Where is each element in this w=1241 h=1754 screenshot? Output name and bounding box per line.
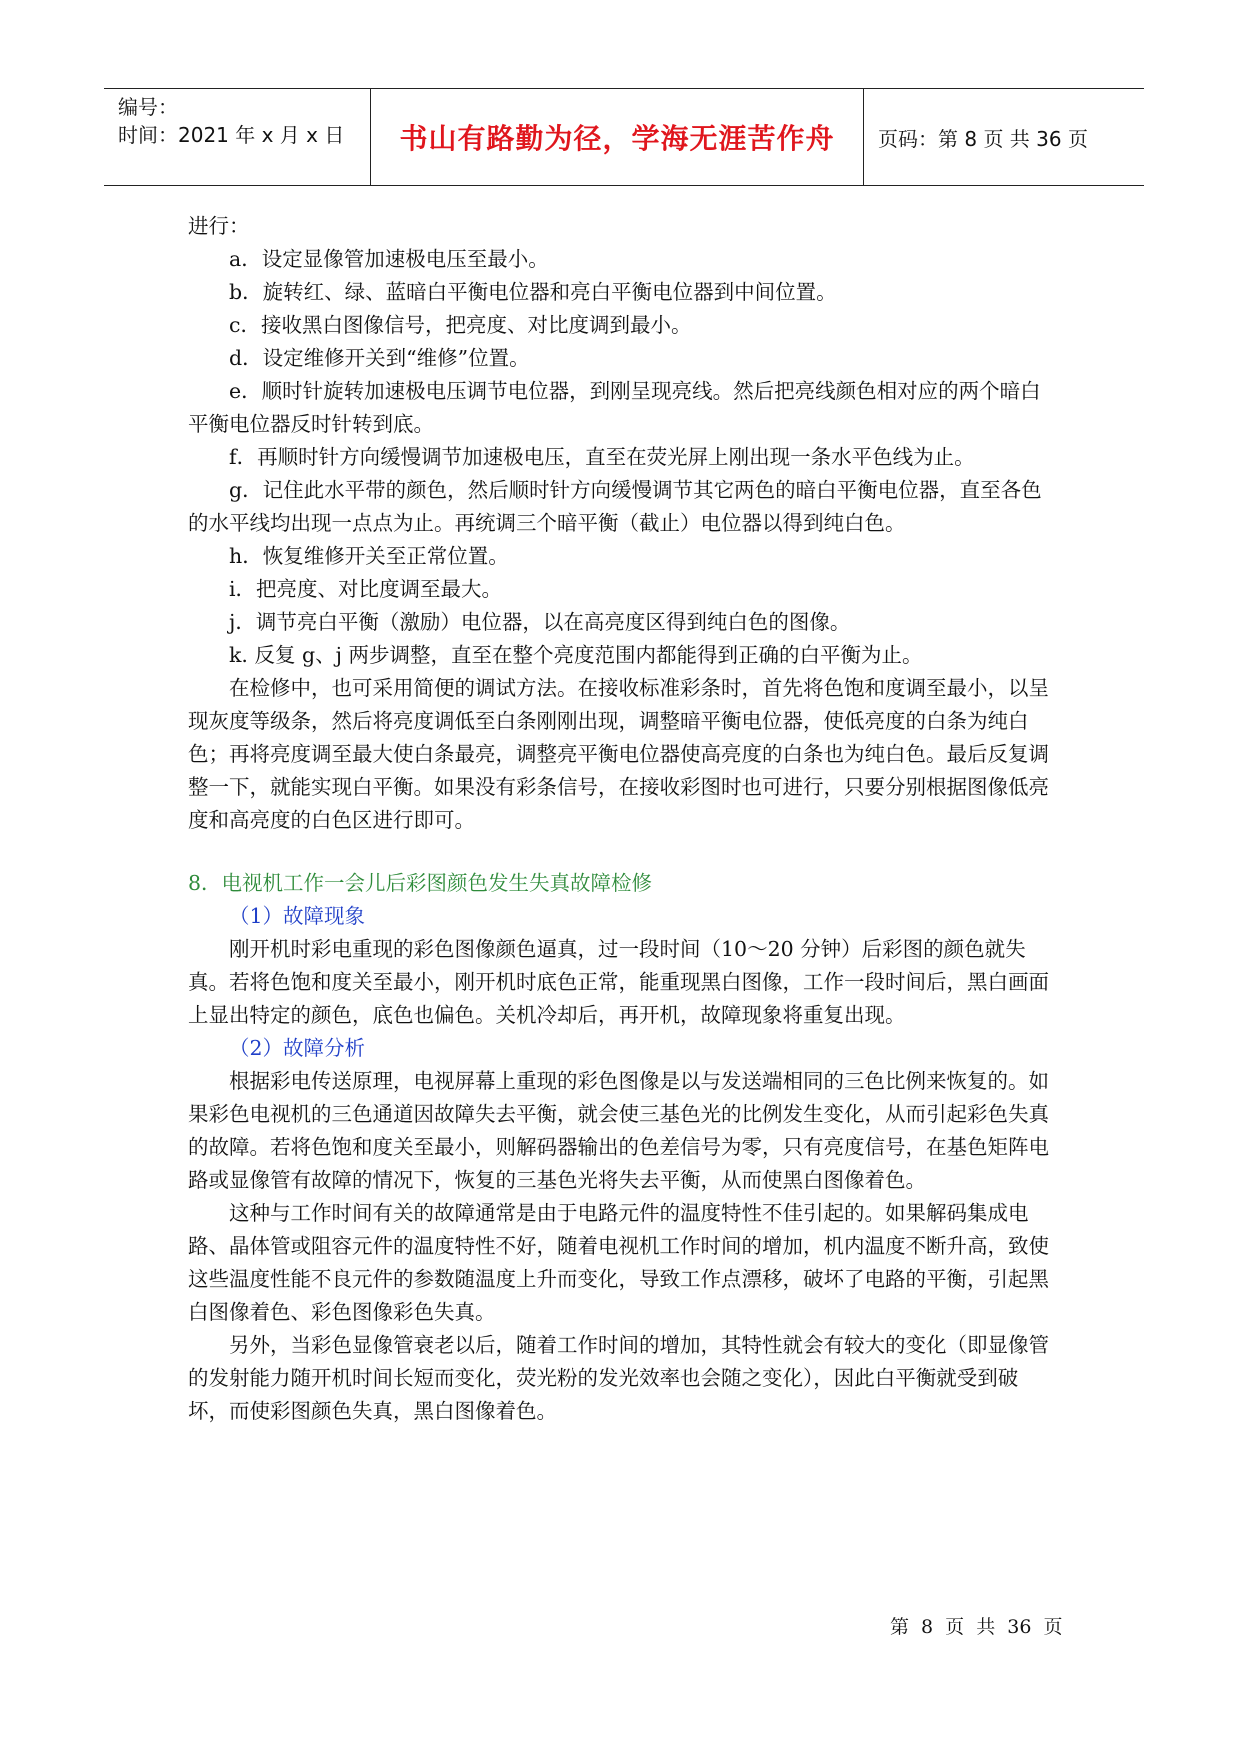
header-motto: 书山有路勤为径，学海无涯苦作舟 bbox=[399, 122, 835, 155]
page-header bbox=[104, 88, 1144, 186]
paragraph: 这种与工作时间有关的故障通常是由于电路元件的温度特性不佳引起的。如果解码集成电路、晶体管或阻容元件的温度特性不好，随着电视机工作时间的增加，机内温度不断升高，致使这些温度性能不良元件的参数随温度上升而变化，导致工作点漂移，破坏了电路的平衡，引起黑白图像着色、彩色图像彩色失真。 bbox=[188, 1201, 1049, 1324]
subsection-heading: （1）故障现象 bbox=[229, 904, 366, 928]
paragraph: 根据彩电传送原理，电视屏幕上重现的彩色图像是以与发送端相同的三色比例来恢复的。如果彩色电视机的三色通道因故障失去平衡，就会使三基色光的比例发生变化，从而引起彩色失真的故障。若将色饱和度关至最小，则解码器输出的色差信号为零，只有亮度信号，在基色矩阵电路或显像管有故障的情况下，恢复的三基色光将失去平衡，从而使黑白图像着色。 bbox=[188, 1069, 1049, 1192]
step-a: a．设定显像管加速极电压至最小。 bbox=[229, 247, 549, 271]
paragraph: 进行： bbox=[188, 214, 250, 238]
step-k: k. 反复 g、j 两步调整，直至在整个亮度范围内都能得到正确的白平衡为止。 bbox=[229, 643, 923, 667]
step-g: g．记住此水平带的颜色，然后顺时针方向缓慢调节其它两色的暗白平衡电位器，直至各色的水平线均出现一点点为止。再统调三个暗平衡（截止）电位器以得到纯白色。 bbox=[188, 478, 1042, 535]
step-e: e．顺时针旋转加速极电压调节电位器，到刚呈现亮线。然后把亮线颜色相对应的两个暗白平衡电位器反时针转到底。 bbox=[188, 379, 1041, 436]
step-j: j．调节亮白平衡（激励）电位器，以在高亮度区得到纯白色的图像。 bbox=[229, 610, 851, 634]
header-page-cell bbox=[864, 89, 1144, 185]
paragraph: 另外，当彩色显像管衰老以后，随着工作时间的增加，其特性就会有较大的变化（即显像管的发射能力随开机时间长短而变化，荧光粉的发光效率也会随之变化），因此白平衡就受到破坏，而使彩图颜色失真，黑白图像着色。 bbox=[188, 1333, 1049, 1423]
step-d: d．设定维修开关到“维修”位置。 bbox=[229, 346, 530, 370]
header-motto-cell bbox=[370, 89, 864, 185]
subsection-heading: （2）故障分析 bbox=[229, 1036, 366, 1060]
doc-number-label: 编号： bbox=[118, 95, 178, 119]
paragraph: 在检修中，也可采用简便的调试方法。在接收标准彩条时，首先将色饱和度调至最小，以呈现灰度等级条，然后将亮度调低至白条刚刚出现，调整暗平衡电位器，使低亮度的白条为纯白色；再将亮度调至最大使白条最亮，调整亮平衡电位器使高亮度的白条也为纯白色。最后反复调整一下，就能实现白平衡。如果没有彩条信号，在接收彩图时也可进行，只要分别根据图像低亮度和高亮度的白色区进行即可。 bbox=[188, 676, 1049, 832]
step-c: c．接收黑白图像信号，把亮度、对比度调到最小。 bbox=[229, 313, 692, 337]
doc-time-label: 时间：2021 年 x 月 x 日 bbox=[118, 123, 345, 147]
step-b: b．旋转红、绿、蓝暗白平衡电位器和亮白平衡电位器到中间位置。 bbox=[229, 280, 837, 304]
paragraph: 刚开机时彩电重现的彩色图像颜色逼真，过一段时间（10～20 分钟）后彩图的颜色就失真。若将色饱和度关至最小，刚开机时底色正常，能重现黑白图像，工作一段时间后，黑白画面上显出特定的颜色，底色也偏色。关机冷却后，再开机，故障现象将重复出现。 bbox=[188, 937, 1049, 1027]
step-i: i．把亮度、对比度调至最大。 bbox=[229, 577, 503, 601]
step-f: f．再顺时针方向缓慢调节加速极电压，直至在荧光屏上刚出现一条水平色线为止。 bbox=[229, 445, 975, 469]
header-page-label: 页码：第 8 页 共 36 页 bbox=[878, 126, 1088, 151]
step-h: h．恢复维修开关至正常位置。 bbox=[229, 544, 509, 568]
header-meta bbox=[104, 89, 370, 185]
document-body bbox=[188, 210, 1058, 1428]
page-footer: 第 8 页 共 36 页 bbox=[890, 1616, 1063, 1638]
section-heading: 8．电视机工作一会儿后彩图颜色发生失真故障检修 bbox=[188, 871, 653, 895]
